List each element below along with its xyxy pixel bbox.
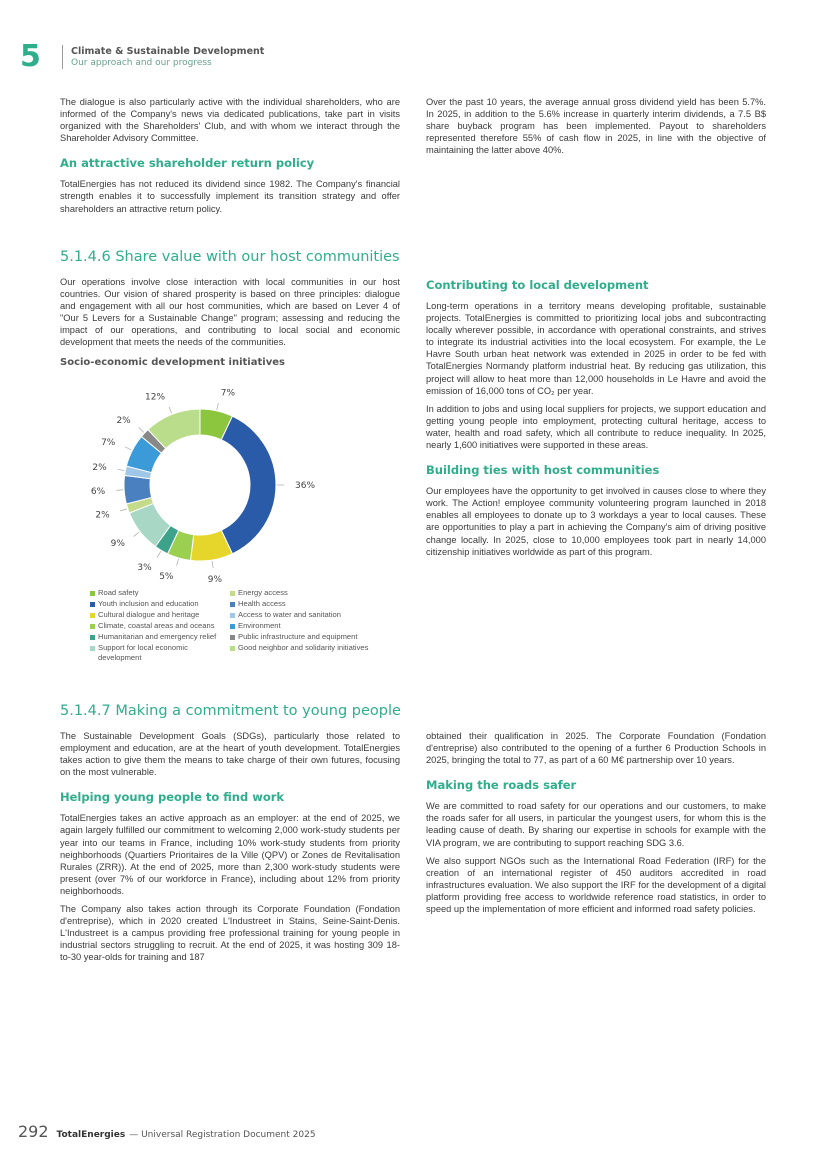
- legend-item: [90, 610, 230, 620]
- top-left-column: [60, 96, 400, 221]
- legend-item: [230, 621, 380, 631]
- section-heading: An attractive shareholder return policy: [60, 156, 315, 171]
- slice-label: 7%: [101, 437, 116, 448]
- leader-line: [177, 559, 179, 566]
- footer-document: — Universal Registration Document 2025: [129, 1130, 316, 1140]
- slice-label: 12%: [145, 392, 166, 403]
- leader-line: [117, 469, 124, 470]
- section-title-5147: 5.1.4.7 Making a commitment to young people: [60, 703, 401, 719]
- header-title: Climate & Sustainable Development: [71, 46, 265, 57]
- paragraph: We also support NGOs such as the International Road Federation (IRF) for the creation of an international register of 450 auditors accredited in road infrastructures evaluation. We also support the IRF for the development of a digital platform providing free access to worldwide reference road statistics, in order to speed up the implementation of more efficient and informed road safety policies.: [426, 855, 766, 915]
- donut-chart: [80, 388, 340, 585]
- slice-label: 3%: [137, 562, 152, 573]
- section-heading: Building ties with host communities: [426, 463, 660, 478]
- legend-swatch: [90, 635, 95, 640]
- section-5146-left: [60, 276, 400, 368]
- legend-item: [90, 643, 230, 663]
- legend-label: Energy access: [238, 588, 288, 597]
- paragraph: The Company also takes action through its Corporate Foundation (Fondation d'entreprise), which in 2020 created L'Industreet in Stains, Seine-Saint-Denis. L'Industreet is a campus providing free professional training for young people in industrial sectors struggling to recruit. At the end of 2025, it was hosting 309 18- to-30 year-olds for training and 187: [60, 904, 400, 963]
- legend-label: Cultural dialogue and heritage: [98, 610, 200, 619]
- slice-label: 7%: [220, 388, 236, 399]
- legend-label: Access to water and sanitation: [238, 610, 341, 619]
- legend-item: [90, 599, 230, 609]
- chart-legend: [90, 588, 390, 663]
- leader-line: [212, 561, 213, 568]
- legend-swatch: [90, 624, 95, 629]
- legend-label: Good neighbor and solidarity initiatives: [238, 643, 369, 652]
- chart-title: Socio-economic development initiatives: [60, 356, 285, 368]
- leader-line: [169, 407, 172, 414]
- section-5147-right: [426, 730, 766, 921]
- donut-slice: [221, 416, 276, 554]
- legend-item: [230, 599, 380, 609]
- section-5146-right: [426, 266, 766, 564]
- paragraph: Our employees have the opportunity to get involved in causes close to where they work. The Action! employee community volunteering program launched in 2018 enables all employees to donate up to 3 workdays a year to local causes. These are opportunities to play a part in achieving the Company's aim of driving positive change locally. In 2025, close to 10,000 employees took part in nearly 14,000 citizenship initiatives worldwide as part of this program.: [426, 486, 766, 557]
- paragraph: Long-term operations in a territory means developing profitable, sustainable projects. TotalEnergies is committed to prioritizing local jobs and subcontracting locally wherever possible, in accordance with operational constraints, and strives to integrate its industrial activities into the local ecosystem. For example, the Le Havre South urban heat network was extended in 2025 in order to be fed with TotalEnergies Normandy platform industrial heat. By reducing gas utilization, this project will allow to heat more than 12,000 households in Le Havre and avoid the emission of 16,000 tons of CO₂ per year.: [426, 301, 766, 396]
- top-right-column: [426, 96, 766, 162]
- paragraph: obtained their qualification in 2025. The Corporate Foundation (Fondation d'entreprise) also contributed to the opening of a further 6 Production Schools in 2025, bringing the total to 77, as part of a 60 M€ partnership over 10 years.: [426, 731, 766, 766]
- slice-label: 2%: [92, 463, 107, 474]
- slice-label: 2%: [116, 415, 131, 426]
- paragraph: TotalEnergies takes an active approach as an employer: at the end of 2025, we again largely fulfilled our commitment to welcoming 2,000 work-study students per year into our teams in France, including 10% work-study students from priority neighborhoods (Quartiers Prioritaires de la Ville (QPV) or Zones de Revitalisation Rurales (ZRR)). At the end of 2025, more than 2,300 work-study students were present (over 7% of our workforce in France), including about 12% from priority neighborhoods.: [60, 813, 400, 896]
- paragraph: TotalEnergies has not reduced its dividend since 1982. The Company's financial strength enables it to successfully implement its transition strategy and offer shareholders an attractive return policy.: [60, 179, 400, 214]
- paragraph: Over the past 10 years, the average annual gross dividend yield has been 5.7%. In 2025, in addition to the 5.6% increase in quarterly interim dividends, a 7.5 B$ share buyback program has been implemented. Payout to shareholders represented therefore 55% of cash flow in 2025, in line with the objective of maintaining the latter above 40%.: [426, 97, 766, 156]
- legend-label: Health access: [238, 599, 286, 608]
- section-heading: Contributing to local development: [426, 278, 649, 292]
- legend-label: Public infrastructure and equipment: [238, 632, 358, 641]
- legend-label: Humanitarian and emergency relief: [98, 632, 217, 641]
- legend-swatch: [90, 591, 95, 596]
- leader-line: [125, 447, 131, 450]
- legend-item: [90, 621, 230, 631]
- slice-label: 9%: [110, 539, 125, 550]
- header-subtitle: Our approach and our progress: [71, 58, 212, 68]
- leader-line: [134, 532, 140, 536]
- section-title-5146: 5.1.4.6 Share value with our host communities: [60, 249, 400, 265]
- legend-label: Environment: [238, 621, 281, 630]
- chapter-number: 5: [20, 39, 41, 74]
- legend-label: Youth inclusion and education: [98, 599, 199, 608]
- page-number: 292: [18, 1122, 49, 1141]
- legend-item: [230, 610, 380, 620]
- footer-brand: TotalEnergies: [56, 1130, 126, 1140]
- leader-line: [217, 403, 219, 410]
- legend-swatch: [230, 624, 235, 629]
- slice-label: 9%: [207, 574, 223, 585]
- slice-label: 6%: [90, 486, 106, 497]
- legend-swatch: [90, 613, 95, 618]
- leader-line: [120, 509, 127, 511]
- paragraph: In addition to jobs and using local suppliers for projects, we support education and getting young people into employment, protecting cultural heritage, access to water, health and road safety, which all contribute to reduce inequality. In 2025, nearly 1,600 initiatives were supported in these areas.: [426, 403, 766, 451]
- header-divider: [62, 45, 63, 69]
- legend-label: Climate, coastal areas and oceans: [98, 621, 215, 630]
- legend-label: Road safety: [98, 588, 139, 597]
- leader-line: [157, 551, 161, 557]
- legend-swatch: [230, 635, 235, 640]
- legend-item: [230, 643, 380, 663]
- legend-swatch: [230, 646, 235, 651]
- legend-swatch: [230, 591, 235, 596]
- legend-swatch: [230, 602, 235, 607]
- paragraph: The Sustainable Development Goals (SDGs), particularly those related to employment and education, are at the heart of youth development. TotalEnergies takes action to give them the means to take charge of their own futures, focusing on the most vulnerable.: [60, 731, 400, 778]
- legend-swatch: [90, 646, 95, 651]
- slice-label: 5%: [159, 572, 174, 583]
- section-heading: Helping young people to find work: [60, 790, 285, 805]
- section-5147-left: [60, 730, 400, 970]
- legend-item: [230, 632, 380, 642]
- slice-label: 36%: [295, 481, 316, 491]
- page-footer: [18, 1122, 316, 1141]
- legend-swatch: [90, 602, 95, 607]
- legend-label: Support for local economic development: [98, 643, 188, 662]
- legend-swatch: [230, 613, 235, 618]
- paragraph: The dialogue is also particularly active with the individual shareholders, who are informed of the Company's news via dedicated publications, take part in visits organized with the Shareholders' Club, and with whom we interact through the Shareholder Advisory Committee.: [60, 97, 400, 144]
- legend-item: [90, 632, 230, 642]
- section-heading: Making the roads safer: [426, 778, 577, 793]
- paragraph: We are committed to road safety for our operations and our customers, to make the roads safer for all users, in particular the youngest users, for whom this is the leading cause of death. By sharing our expertise in schools for example with the VIA program, we are contributing to support reaching SDG 3.6.: [426, 801, 766, 848]
- legend-item: [90, 588, 230, 598]
- paragraph: Our operations involve close interaction with local communities in our host countries. Our vision of shared prosperity is based on three principles: dialogue and engagement with all our host communities, which are based on Lever 4 of "Our 5 Levers for a Sustainable Change" program; assessing and reducing the impact of our operations, and contributing to local social and economic development that meets the needs of the communities.: [60, 277, 400, 348]
- leader-line: [139, 427, 144, 432]
- legend-item: [230, 588, 380, 598]
- slice-label: 2%: [95, 510, 110, 521]
